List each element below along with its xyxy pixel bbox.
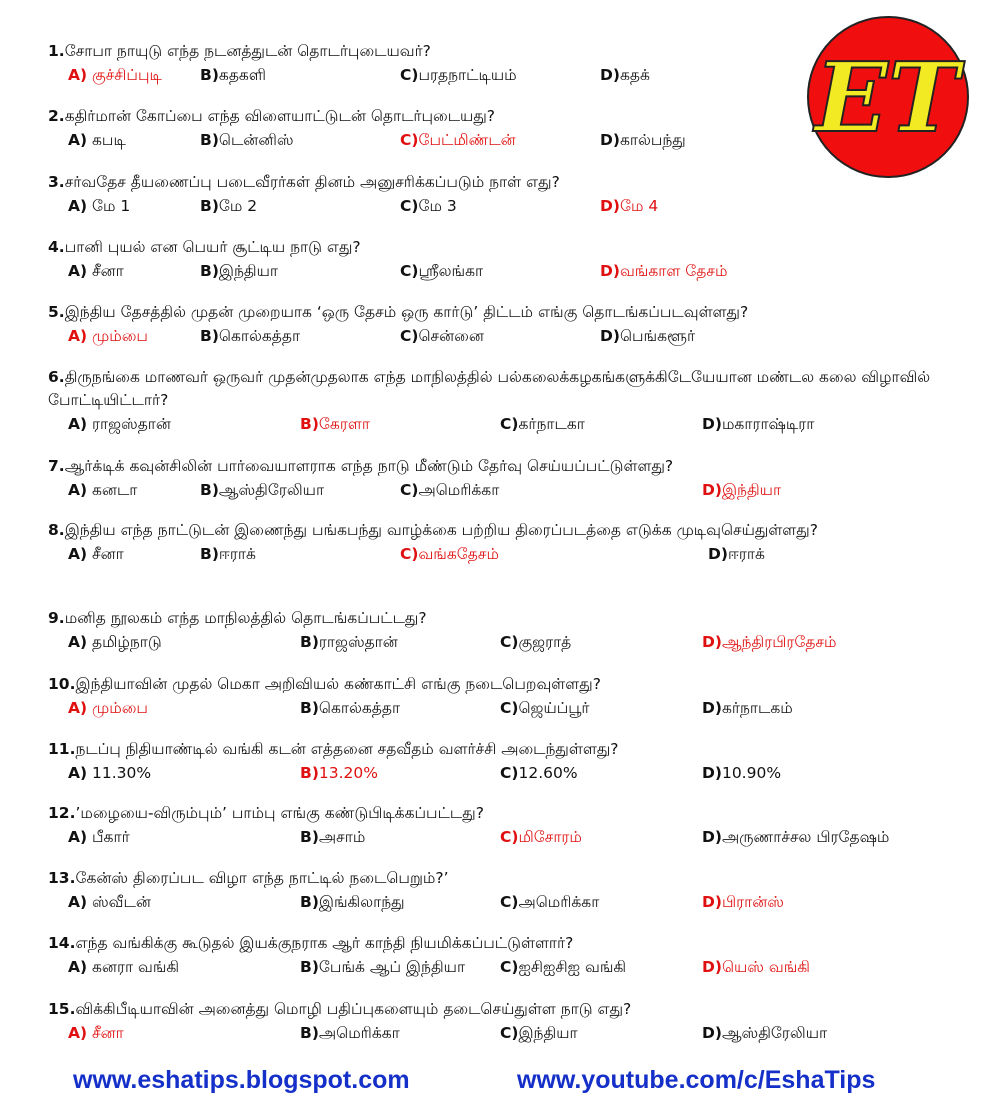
question-text	[48, 932, 963, 955]
option-d	[600, 325, 695, 347]
question-item	[48, 40, 963, 86]
option-label: C)	[400, 66, 419, 84]
option-text: மே 2	[218, 197, 258, 215]
option-text: ஈராக்	[727, 545, 765, 563]
option-label: A)	[68, 262, 88, 280]
option-b	[200, 260, 278, 282]
option-label: A)	[68, 699, 88, 717]
question-item	[48, 366, 963, 435]
option-a	[68, 260, 124, 282]
question-body: கதிர்மான் கோப்பை எந்த விளையாட்டுடன் தொடர்புடையது?	[64, 107, 496, 125]
option-text: பரதநாட்டியம்	[418, 66, 517, 84]
question-text	[48, 998, 963, 1021]
youtube-link[interactable]: www.youtube.com/c/EshaTips	[517, 1066, 876, 1094]
question-body: சோபா நாயுடு எந்த நடனத்துடன் தொடர்புடையவர்?	[64, 42, 431, 60]
options-row	[48, 325, 963, 347]
option-a-correct	[68, 64, 162, 86]
option-text: பேங்க் ஆப் இந்தியா	[318, 958, 466, 976]
option-label: C)	[400, 131, 419, 149]
question-text	[48, 607, 963, 630]
options-row	[48, 891, 963, 913]
option-text: பீகார்	[87, 828, 130, 846]
option-text: வங்காள தேசம்	[619, 262, 728, 280]
option-a	[68, 413, 171, 435]
option-label: D)	[702, 415, 722, 433]
question-body: எந்த வங்கிக்கு கூடுதல் இயக்குநராக ஆர் காந்தி நியமிக்கப்பட்டுள்ளார்?	[75, 934, 574, 952]
option-d-correct	[600, 195, 658, 217]
option-label: C)	[500, 764, 519, 782]
options-row	[48, 631, 963, 653]
question-body: விக்கிபீடியாவின் அனைத்து மொழி பதிப்புகளையும் தடைசெய்துள்ள நாடு எது?	[75, 1000, 632, 1018]
options-row	[48, 826, 963, 848]
option-label: D)	[600, 66, 620, 84]
question-text	[48, 171, 963, 194]
option-text: சீனா	[87, 262, 124, 280]
options-row	[48, 129, 963, 151]
question-number: 8.	[48, 521, 65, 539]
option-label: A)	[68, 481, 88, 499]
option-text: கொல்கத்தா	[318, 699, 401, 717]
question-item	[48, 932, 963, 978]
option-label: C)	[400, 545, 419, 563]
question-number: 6.	[48, 368, 65, 386]
question-body: மனித நூலகம் எந்த மாநிலத்தில் தொடங்கப்பட்டது?	[64, 609, 427, 627]
option-c	[500, 697, 590, 719]
option-text: இங்கிலாந்து	[318, 893, 405, 911]
option-a	[68, 195, 130, 217]
options-row	[48, 762, 963, 784]
question-text	[48, 738, 963, 761]
option-b	[200, 129, 294, 151]
question-text	[48, 301, 963, 324]
question-text	[48, 366, 963, 412]
option-label: D)	[702, 764, 722, 782]
question-item	[48, 519, 963, 565]
option-text: ஆந்திரபிரதேசம்	[721, 633, 837, 651]
option-label: D)	[702, 958, 722, 976]
option-label: B)	[200, 262, 219, 280]
option-c	[500, 631, 571, 653]
option-text: கனடா	[87, 481, 138, 499]
option-label: A)	[68, 131, 88, 149]
option-text: இந்தியா	[721, 481, 782, 499]
option-b	[300, 891, 405, 913]
question-body: இந்திய எந்த நாட்டுடன் இணைந்து பங்கபந்து வாழ்க்கை பற்றிய திரைப்படத்தை எடுக்க முடிவுசெய்துள்ளது?	[64, 521, 818, 539]
option-d	[702, 413, 814, 435]
option-text: யெஸ் வங்கி	[721, 958, 810, 976]
option-c	[500, 1022, 578, 1044]
option-text: பெங்களூர்	[619, 327, 696, 345]
question-body: இந்திய தேசத்தில் முதன் முறையாக ‘ஒரு தேசம் ஒரு கார்டு’ திட்டம் எங்கு தொடங்கப்படவுள்ளது?	[64, 303, 749, 321]
option-text: மும்பை	[87, 699, 148, 717]
option-text: சென்னை	[418, 327, 484, 345]
option-b	[200, 479, 324, 501]
option-label: D)	[702, 699, 722, 717]
option-text: 10.90%	[721, 764, 782, 782]
option-text: டென்னிஸ்	[218, 131, 294, 149]
option-label: C)	[500, 958, 519, 976]
question-item	[48, 998, 963, 1044]
question-number: 10.	[48, 675, 76, 693]
option-label: C)	[500, 415, 519, 433]
question-body: இந்தியாவின் முதல் மெகா அறிவியல் கண்காட்சி எங்கு நடைபெறவுள்ளது?	[75, 675, 601, 693]
option-label: A)	[68, 633, 88, 651]
option-label: D)	[702, 481, 722, 499]
option-label: D)	[702, 633, 722, 651]
option-text: சீனா	[87, 1024, 124, 1042]
option-text: சீனா	[87, 545, 124, 563]
option-c	[400, 64, 517, 86]
question-number: 15.	[48, 1000, 76, 1018]
option-c	[400, 325, 484, 347]
option-label: A)	[68, 66, 88, 84]
option-text: மகாராஷ்டிரா	[721, 415, 815, 433]
option-c	[500, 956, 626, 978]
options-row	[48, 1022, 963, 1044]
question-item	[48, 171, 963, 217]
question-item	[48, 607, 963, 653]
option-a-correct	[68, 1022, 124, 1044]
option-b	[300, 631, 398, 653]
option-text: கதகளி	[218, 66, 266, 84]
options-row	[48, 260, 963, 282]
question-body: பானி புயல் என பெயர் சூட்டிய நாடு எது?	[64, 238, 361, 256]
options-row	[48, 413, 963, 435]
option-d	[600, 129, 686, 151]
option-c	[400, 260, 483, 282]
question-number: 12.	[48, 804, 76, 822]
option-text: 12.60%	[518, 764, 578, 782]
option-text: மே 3	[418, 197, 457, 215]
option-text: வங்கதேசம்	[418, 545, 499, 563]
option-c	[500, 413, 585, 435]
question-body: ’மழையை-விரும்பும்’ பாம்பு எங்கு கண்டுபிடிக்கப்பட்டது?	[75, 804, 484, 822]
option-text: அமெரிக்கா	[318, 1024, 400, 1042]
question-number: 2.	[48, 107, 65, 125]
option-b	[200, 543, 256, 565]
option-c	[500, 762, 578, 784]
option-text: மே 1	[87, 197, 131, 215]
option-text: கேரளா	[318, 415, 370, 433]
question-text	[48, 673, 963, 696]
option-label: B)	[200, 131, 219, 149]
option-d-correct	[702, 891, 784, 913]
option-b	[300, 1022, 400, 1044]
option-a	[68, 631, 162, 653]
option-label: C)	[500, 828, 519, 846]
blog-link[interactable]: www.eshatips.blogspot.com	[73, 1066, 410, 1094]
question-item	[48, 301, 963, 347]
option-label: B)	[300, 1024, 319, 1042]
option-text: மே 4	[619, 197, 659, 215]
option-c	[400, 479, 499, 501]
question-body: நடப்பு நிதியாண்டில் வங்கி கடன் எத்தனை சதவீதம் வளர்ச்சி அடைந்துள்ளது?	[75, 740, 619, 758]
option-text: கர்நாடகா	[518, 415, 585, 433]
option-label: B)	[200, 66, 219, 84]
option-label: A)	[68, 327, 88, 345]
logo-text: ET	[815, 41, 960, 155]
option-text: அருணாச்சல பிரதேஷம்	[721, 828, 890, 846]
option-text: அசாம்	[318, 828, 366, 846]
question-number: 14.	[48, 934, 76, 952]
option-text: ராஜஸ்தான்	[318, 633, 398, 651]
option-d-correct	[702, 956, 810, 978]
option-text: மிசோரம்	[518, 828, 582, 846]
option-c	[500, 891, 599, 913]
options-row	[48, 195, 963, 217]
option-text: அமெரிக்கா	[518, 893, 600, 911]
option-text: 11.30%	[87, 764, 152, 782]
question-item	[48, 738, 963, 784]
option-label: A)	[68, 764, 88, 782]
question-body: திருநங்கை மாணவர் ஒருவர் முதன்முதலாக எந்த மாநிலத்தில் பல்கலைக்கழகங்களுக்கிடேயேயான மண்டல கலை விழாவில் போட்டியிட்டார்?	[48, 368, 931, 409]
question-number: 3.	[48, 173, 65, 191]
option-b	[300, 826, 365, 848]
option-b	[300, 956, 465, 978]
option-d	[702, 1022, 827, 1044]
options-row	[48, 956, 963, 978]
question-item	[48, 105, 963, 151]
question-item	[48, 867, 963, 913]
question-number: 1.	[48, 42, 65, 60]
question-text	[48, 519, 963, 542]
question-body: கேன்ஸ் திரைப்பட விழா எந்த நாட்டில் நடைபெறும்?’	[75, 869, 449, 887]
option-a	[68, 543, 124, 565]
option-label: C)	[500, 1024, 519, 1042]
option-label: A)	[68, 958, 88, 976]
option-a	[68, 956, 179, 978]
option-label: B)	[200, 481, 219, 499]
option-b	[200, 325, 300, 347]
option-text: அமெரிக்கா	[418, 481, 500, 499]
option-text: 13.20%	[318, 764, 379, 782]
option-text: கால்பந்து	[619, 131, 686, 149]
options-row	[48, 64, 963, 86]
option-b	[200, 195, 257, 217]
option-text: இந்தியா	[218, 262, 279, 280]
option-text: ஆஸ்திரேலியா	[721, 1024, 828, 1042]
option-text: ராஜஸ்தான்	[87, 415, 171, 433]
option-label: C)	[400, 262, 419, 280]
options-row	[48, 697, 963, 719]
option-label: D)	[702, 893, 722, 911]
option-label: D)	[708, 545, 728, 563]
option-d	[702, 762, 781, 784]
option-label: A)	[68, 415, 88, 433]
option-c-correct	[400, 543, 499, 565]
question-text	[48, 802, 963, 825]
option-label: B)	[300, 828, 319, 846]
option-b	[200, 64, 266, 86]
question-body: ஆர்க்டிக் கவுன்சிலின் பார்வையாளராக எந்த நாடு மீண்டும் தேர்வு செய்யப்பட்டுள்ளது?	[64, 457, 674, 475]
option-a-correct	[68, 325, 148, 347]
option-a	[68, 762, 151, 784]
question-item	[48, 673, 963, 719]
option-text: ஜெய்ப்பூர்	[518, 699, 590, 717]
option-text: கனரா வங்கி	[87, 958, 180, 976]
option-label: A)	[68, 893, 88, 911]
option-d	[702, 697, 793, 719]
option-label: C)	[500, 893, 519, 911]
option-a	[68, 891, 151, 913]
option-c-correct	[400, 129, 516, 151]
option-label: C)	[500, 633, 519, 651]
option-label: B)	[300, 415, 319, 433]
option-label: A)	[68, 828, 88, 846]
option-b-correct	[300, 413, 370, 435]
option-a	[68, 129, 126, 151]
option-text: குஜராத்	[518, 633, 572, 651]
option-label: B)	[300, 699, 319, 717]
option-text: இந்தியா	[518, 1024, 578, 1042]
question-item	[48, 455, 963, 501]
option-text: ஸ்வீடன்	[87, 893, 151, 911]
option-text: கர்நாடகம்	[721, 699, 793, 717]
options-row	[48, 543, 963, 565]
option-label: D)	[600, 327, 620, 345]
option-label: B)	[300, 633, 319, 651]
option-text: ஈராக்	[218, 545, 256, 563]
option-label: C)	[400, 481, 419, 499]
option-text: கதக்	[619, 66, 650, 84]
option-a	[68, 826, 130, 848]
question-item	[48, 236, 963, 282]
option-text: பிரான்ஸ்	[721, 893, 784, 911]
option-d	[708, 543, 765, 565]
option-text: மும்பை	[87, 327, 148, 345]
option-label: D)	[702, 828, 722, 846]
option-label: D)	[600, 131, 620, 149]
question-number: 7.	[48, 457, 65, 475]
option-label: C)	[400, 197, 419, 215]
option-label: B)	[200, 327, 219, 345]
option-label: A)	[68, 197, 88, 215]
option-c-correct	[500, 826, 582, 848]
option-d	[702, 826, 889, 848]
option-label: C)	[500, 699, 519, 717]
option-label: B)	[200, 197, 219, 215]
option-text: பேட்மிண்டன்	[418, 131, 516, 149]
option-d	[600, 64, 650, 86]
question-text	[48, 867, 963, 890]
question-body: சர்வதேச தீயணைப்பு படைவீரர்கள் தினம் அனுசரிக்கப்படும் நாள் எது?	[64, 173, 560, 191]
option-a	[68, 479, 137, 501]
question-text	[48, 236, 963, 259]
option-label: D)	[600, 262, 620, 280]
question-number: 9.	[48, 609, 65, 627]
option-label: B)	[200, 545, 219, 563]
option-label: D)	[702, 1024, 722, 1042]
option-label: A)	[68, 1024, 88, 1042]
question-text	[48, 105, 963, 128]
option-label: C)	[400, 327, 419, 345]
option-text: கபடி	[87, 131, 126, 149]
option-label: D)	[600, 197, 620, 215]
question-number: 4.	[48, 238, 65, 256]
option-label: A)	[68, 545, 88, 563]
question-number: 13.	[48, 869, 76, 887]
option-text: குச்சிப்புடி	[87, 66, 162, 84]
option-d-correct	[702, 631, 837, 653]
option-b-correct	[300, 762, 378, 784]
option-label: B)	[300, 893, 319, 911]
question-item	[48, 802, 963, 848]
option-label: B)	[300, 958, 319, 976]
option-text: கொல்கத்தா	[218, 327, 301, 345]
option-a-correct	[68, 697, 148, 719]
question-text	[48, 40, 963, 63]
option-text: தமிழ்நாடு	[87, 633, 162, 651]
options-row	[48, 479, 963, 501]
option-b	[300, 697, 400, 719]
option-text: ஸ்ரீலங்கா	[418, 262, 484, 280]
option-d-correct	[702, 479, 781, 501]
question-number: 5.	[48, 303, 65, 321]
option-text: ஐசிஐசிஐ வங்கி	[518, 958, 627, 976]
option-c	[400, 195, 457, 217]
option-d-correct	[600, 260, 727, 282]
option-text: ஆஸ்திரேலியா	[218, 481, 325, 499]
question-number: 11.	[48, 740, 76, 758]
option-label: B)	[300, 764, 319, 782]
question-text	[48, 455, 963, 478]
